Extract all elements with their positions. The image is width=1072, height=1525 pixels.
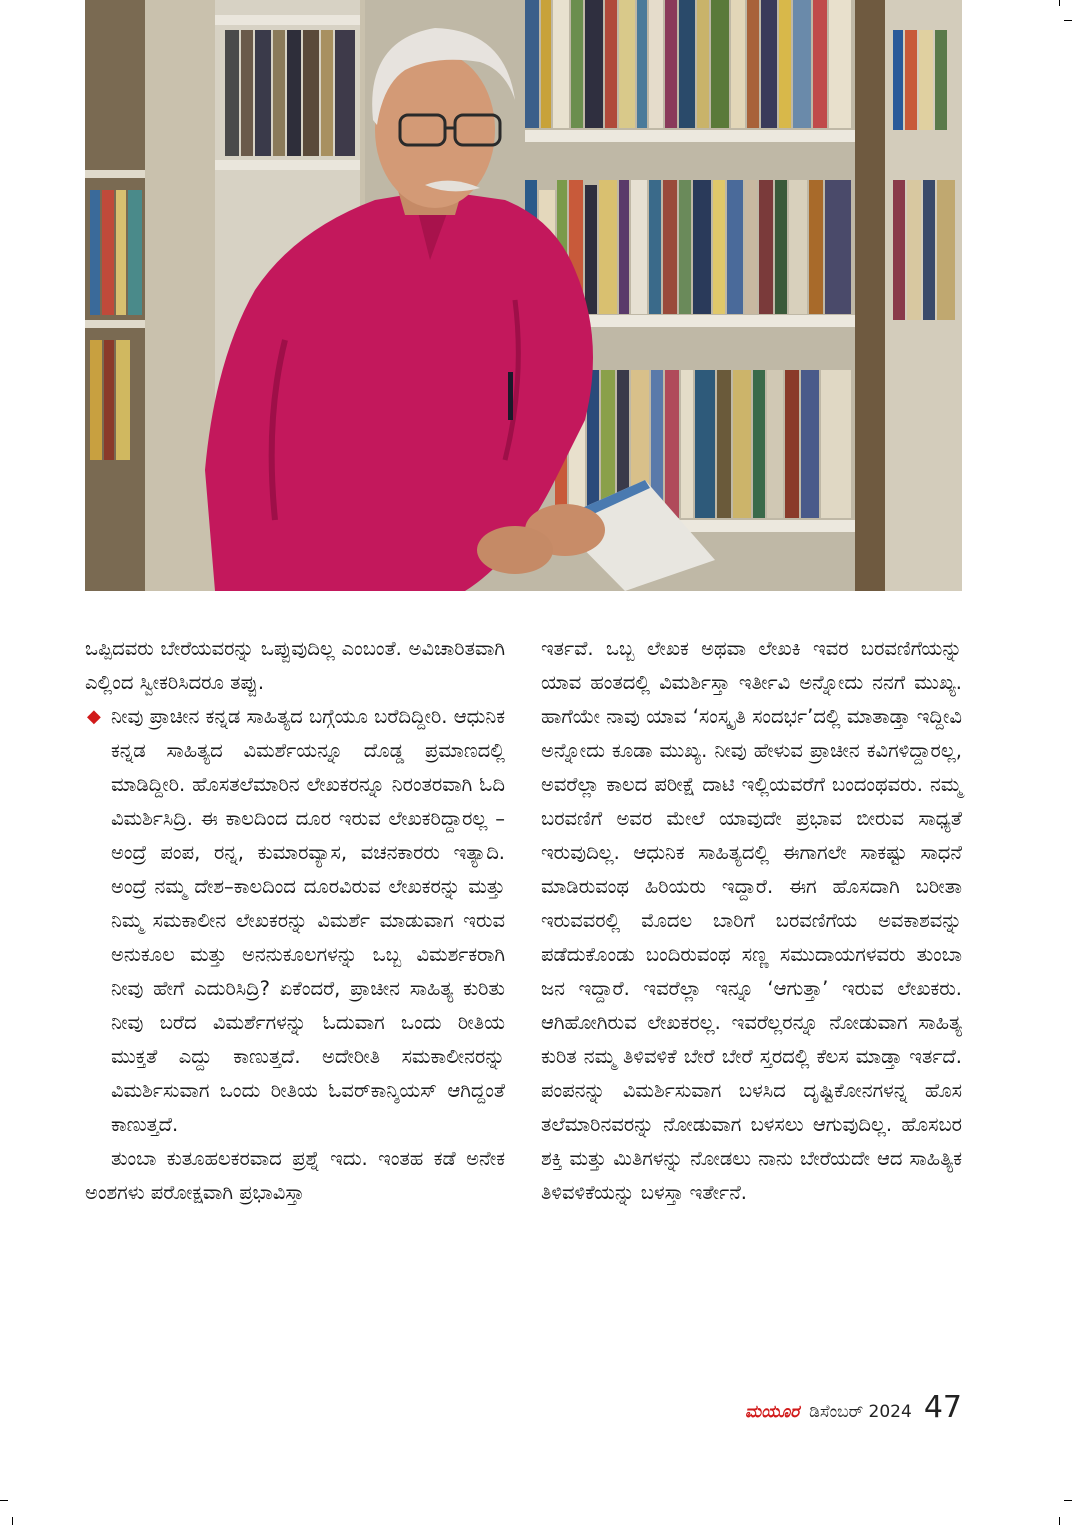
crop-mark xyxy=(1064,20,1072,21)
author-photo xyxy=(85,0,962,591)
article-right-column xyxy=(541,632,962,1210)
crop-mark xyxy=(1059,1517,1060,1525)
page-footer xyxy=(745,1390,962,1425)
page-number: 47 xyxy=(923,1390,962,1425)
question-text: ನೀವು ಪ್ರಾಚೀನ ಕನ್ನಡ ಸಾಹಿತ್ಯದ ಬಗ್ಗೆಯೂ ಬರೆದಿದ್ದೀರಿ. ಆಧುನಿಕ ಕನ್ನಡ ಸಾಹಿತ್ಯದ ವಿಮರ್ಶೆಯನ್ನೂ ದೊಡ್ಡ ಪ್ರಮಾಣದಲ್ಲಿ ಮಾಡಿದ್ದೀರಿ. ಹೊಸತಲೆಮಾರಿನ ಲೇಖಕರನ್ನೂ ನಿರಂತರವಾಗಿ ಓದಿ ವಿಮರ್ಶಿಸಿದ್ರಿ. ಈ ಕಾಲದಿಂದ ದೂರ ಇರುವ ಲೇಖಕರಿದ್ದಾರಲ್ಲ – ಅಂದ್ರೆ ಪಂಪ, ರನ್ನ, ಕುಮಾರವ್ಯಾಸ, ವಚನಕಾರರು ಇತ್ಯಾದಿ. ಅಂದ್ರೆ ನಮ್ಮ ದೇಶ–ಕಾಲದಿಂದ ದೂರವಿರುವ ಲೇಖಕರನ್ನು ಮತ್ತು ನಿಮ್ಮ ಸಮಕಾಲೀನ ಲೇಖಕರನ್ನು ವಿಮರ್ಶೆ ಮಾಡುವಾಗ ಇರುವ ಅನುಕೂಲ ಮತ್ತು ಅನನುಕೂಲಗಳನ್ನು ಒಬ್ಬ ವಿಮರ್ಶಕರಾಗಿ ನೀವು ಹೇಗೆ ಎದುರಿಸಿದ್ರಿ? ಏಕೆಂದರೆ, ಪ್ರಾಚೀನ ಸಾಹಿತ್ಯ ಕುರಿತು ನೀವು ಬರೆದ ವಿಮರ್ಶೆಗಳನ್ನು ಓದುವಾಗ ಒಂದು ರೀತಿಯ ಮುಕ್ತತೆ ಎದ್ದು ಕಾಣುತ್ತದೆ. ಅದೇರೀತಿ ಸಮಕಾಲೀನರನ್ನು ವಿಮರ್ಶಿಸುವಾಗ ಒಂದು ರೀತಿಯ ಓವರ್‌ಕಾನ್ಶಿಯಸ್ ಆಗಿದ್ದಂತೆ ಕಾಣುತ್ತದೆ. xyxy=(111,705,505,1136)
paragraph-answer-start: ತುಂಬಾ ಕುತೂಹಲಕರವಾದ ಪ್ರಶ್ನೆ ಇದು. ಇಂತಹ ಕಡೆ ಅನೇಕ ಅಂಶಗಳು ಪರೋಕ್ಷವಾಗಿ ಪ್ರಭಾವಿಸ್ತಾ xyxy=(85,1147,505,1204)
issue-date: ಡಿಸೆಂಬರ್ 2024 xyxy=(809,1402,912,1422)
crop-mark xyxy=(1064,1500,1072,1501)
paragraph-answer-end: ಒಪ್ಪಿದವರು ಬೇರೆಯವರನ್ನು ಒಪ್ಪುವುದಿಲ್ಲ ಎಂಬಂತೆ. ಅವಿಚಾರಿತವಾಗಿ ಎಲ್ಲಿಂದ ಸ್ವೀಕರಿಸಿದರೂ ತಪ್ಪು. xyxy=(85,637,505,694)
article-left-column xyxy=(85,632,505,1210)
magazine-logo: ಮಯೂರ xyxy=(744,1402,800,1422)
crop-mark xyxy=(0,1500,8,1501)
crop-mark xyxy=(1059,0,1060,6)
crop-mark xyxy=(12,1517,13,1525)
interview-question xyxy=(85,700,505,1142)
diamond-bullet-icon: ◆ xyxy=(87,706,101,727)
paragraph-answer-continued: ಇರ್ತವೆ. ಒಬ್ಬ ಲೇಖಕ ಅಥವಾ ಲೇಖಕಿ ಇವರ ಬರವಣಿಗೆಯನ್ನು ಯಾವ ಹಂತದಲ್ಲಿ ವಿಮರ್ಶಿಸ್ತಾ ಇರ್ತೀವಿ ಅನ್ನೋದು ನನಗೆ ಮುಖ್ಯ. ಹಾಗೆಯೇ ನಾವು ಯಾವ ‘ಸಂಸ್ಕೃತಿ ಸಂದರ್ಭ’ದಲ್ಲಿ ಮಾತಾಡ್ತಾ ಇದ್ದೀವಿ ಅನ್ನೋದು ಕೂಡಾ ಮುಖ್ಯ. ನೀವು ಹೇಳುವ ಪ್ರಾಚೀನ ಕವಿಗಳಿದ್ದಾರಲ್ಲ, ಅವರೆಲ್ಲಾ ಕಾಲದ ಪರೀಕ್ಷೆ ದಾಟಿ ಇಲ್ಲಿಯವರೆಗೆ ಬಂದಂಥವರು. ನಮ್ಮ ಬರವಣಿಗೆ ಅವರ ಮೇಲೆ ಯಾವುದೇ ಪ್ರಭಾವ ಬೀರುವ ಸಾಧ್ಯತೆ ಇರುವುದಿಲ್ಲ. ಆಧುನಿಕ ಸಾಹಿತ್ಯದಲ್ಲಿ ಈಗಾಗಲೇ ಸಾಕಷ್ಟು ಸಾಧನೆ ಮಾಡಿರುವಂಥ ಹಿರಿಯರು ಇದ್ದಾರೆ. ಈಗ ಹೊಸದಾಗಿ ಬರೀತಾ ಇರುವವರಲ್ಲಿ ಮೊದಲ ಬಾರಿಗೆ ಬರವಣಿಗೆಯ ಅವಕಾಶವನ್ನು ಪಡೆದುಕೊಂಡು ಬಂದಿರುವಂಥ ಸಣ್ಣ ಸಮುದಾಯಗಳವರು ತುಂಬಾ ಜನ ಇದ್ದಾರೆ. ಇವರೆಲ್ಲಾ ಇನ್ನೂ ‘ಆಗುತ್ತಾ’ ಇರುವ ಲೇಖಕರು. ಆಗಿಹೋಗಿರುವ ಲೇಖಕರಲ್ಲ. ಇವರೆಲ್ಲರನ್ನೂ ನೋಡುವಾಗ ಸಾಹಿತ್ಯ ಕುರಿತ ನಮ್ಮ ತಿಳಿವಳಿಕೆ ಬೇರೆ ಬೇರೆ ಸ್ತರದಲ್ಲಿ ಕೆಲಸ ಮಾಡ್ತಾ ಇರ್ತದೆ. ಪಂಪನನ್ನು ವಿಮರ್ಶಿಸುವಾಗ ಬಳಸಿದ ದೃಷ್ಟಿಕೋನಗಳನ್ನ ಹೊಸ ತಲೆಮಾರಿನವರನ್ನು ನೋಡುವಾಗ ಬಳಸಲು ಆಗುವುದಿಲ್ಲ. ಹೊಸಬರ ಶಕ್ತಿ ಮತ್ತು ಮಿತಿಗಳನ್ನು ನೋಡಲು ನಾನು ಬೇರೆಯದೇ ಆದ ಸಾಹಿತ್ಯಿಕ ತಿಳಿವಳಿಕೆಯನ್ನು ಬಳಸ್ತಾ ಇರ್ತೇನೆ. xyxy=(541,637,962,1204)
